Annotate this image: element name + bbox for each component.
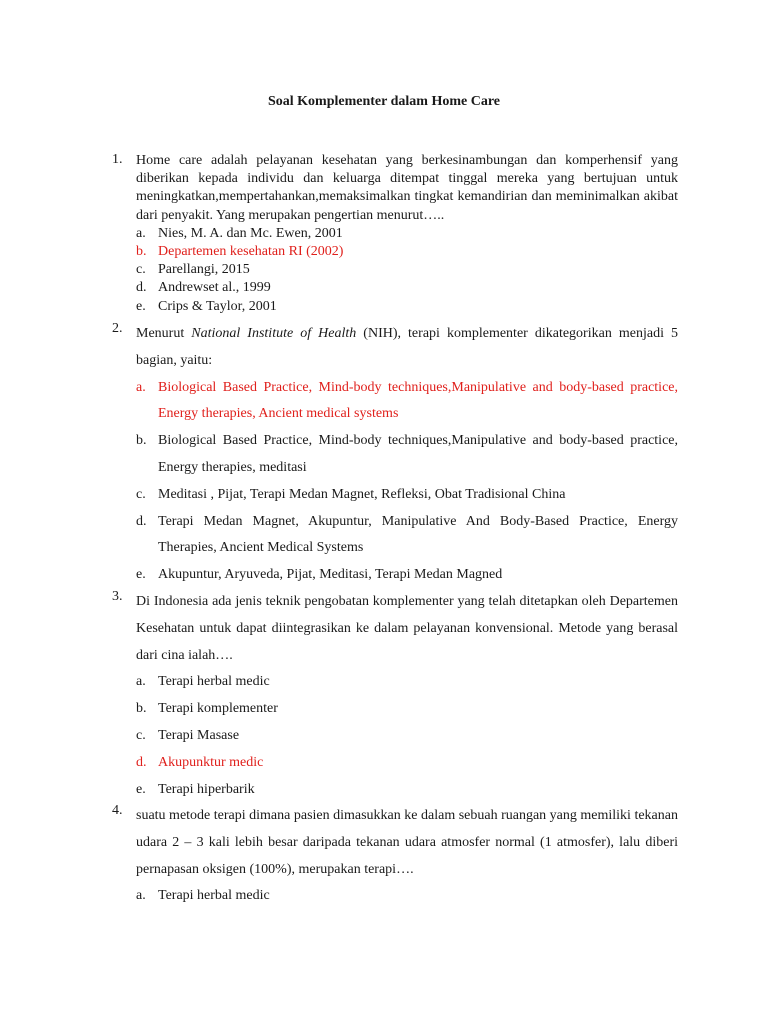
option-text: Biological Based Practice, Mind-body techniques,Manipulative and body-based practice, Energy therapies, Ancient medical systems (158, 379, 678, 422)
question-number: 1. (112, 152, 123, 167)
question-text: suatu metode terapi dimana pasien dimasukkan ke dalam sebuah ruangan yang memiliki tekanan udara 2 – 3 kali lebih besar daripada tekanan udara atmosfer normal (1 atmosfer), lalu diberi pernapasan oksigen (100%), merupakan terapi…. (136, 808, 678, 877)
option-label: b. (136, 244, 147, 260)
option-a (112, 225, 678, 243)
option-a (112, 669, 678, 696)
option-text: Crips & Taylor, 2001 (158, 298, 277, 314)
question-text: Di Indonesia ada jenis teknik pengobatan komplementer yang telah ditetapkan oleh Departemen Kesehatan untuk dapat diintegrasikan ke dalam pelayanan konvensional. Metode yang berasal dari cina ialah…. (136, 594, 678, 663)
option-text: Biological Based Practice, Mind-body techniques,Manipulative and body-based practice, Energy therapies, meditasi (158, 433, 678, 475)
option-e (112, 777, 678, 804)
option-text: Terapi Medan Magnet, Akupuntur, Manipulative And Body-Based Practice, Energy Therapies, Ancient Medical Systems (158, 513, 678, 556)
option-label: b. (136, 433, 147, 449)
option-text: Parellangi, 2015 (158, 262, 250, 278)
question-text: Home care adalah pelayanan kesehatan yang berkesinambungan dan komperhensif yang diberikan kepada individu dan keluarga ditempat tinggal mereka yang bertujuan untuk meningkatkan,mempertahankan,memaksimalkan tingkat kemandirian dan meminimalkan akibat dari penyakit. Yang merupakan pengertian menurut….. (136, 153, 678, 223)
option-text: Terapi herbal medic (158, 888, 270, 904)
option-text: Nies, M. A. dan Mc. Ewen, 2001 (158, 225, 343, 241)
option-d (112, 279, 678, 297)
option-text: Meditasi , Pijat, Terapi Medan Magnet, Refleksi, Obat Tradisional China (158, 486, 566, 502)
option-d (112, 509, 678, 563)
option-text: Akupuntur, Aryuveda, Pijat, Meditasi, Terapi Medan Magned (158, 567, 503, 583)
option-b-correct (112, 243, 678, 261)
option-text: Terapi komplementer (158, 701, 278, 717)
question-number: 4. (112, 803, 123, 818)
option-label: c. (136, 486, 146, 502)
option-a-correct (112, 375, 678, 429)
question-number: 3. (112, 589, 123, 604)
option-e (112, 298, 678, 316)
option-label: d. (136, 280, 147, 296)
option-label: e. (136, 781, 146, 797)
option-label: e. (136, 567, 146, 583)
question-text (136, 321, 678, 375)
question-4 (112, 803, 678, 910)
option-list (112, 669, 678, 803)
question-text-italic: National Institute of Health (191, 326, 357, 341)
option-label: a. (136, 888, 146, 904)
option-label: a. (136, 225, 146, 241)
option-label: b. (136, 701, 147, 717)
option-label: e. (136, 298, 146, 314)
option-label: d. (136, 513, 147, 529)
option-label: a. (136, 379, 146, 395)
option-e (112, 562, 678, 589)
option-a (112, 883, 678, 910)
option-label: a. (136, 674, 146, 690)
option-label: c. (136, 727, 146, 743)
option-list (112, 883, 678, 910)
option-text: Departemen kesehatan RI (2002) (158, 244, 344, 260)
question-text-prefix: Menurut (136, 326, 192, 341)
option-text: Terapi Masase (158, 727, 240, 743)
option-c (112, 482, 678, 509)
option-d-correct (112, 750, 678, 777)
question-2 (112, 321, 678, 589)
question-1 (112, 152, 678, 316)
option-label: d. (136, 754, 147, 770)
option-b (112, 428, 678, 482)
question-text-suffix: (NIH), terapi komplementer dikategorikan menjadi 5 bagian, yaitu: (136, 326, 678, 368)
option-list (112, 375, 678, 589)
option-text: Akupunktur medic (158, 754, 264, 770)
option-label: c. (136, 262, 146, 278)
option-text: Andrewset al., 1999 (158, 280, 271, 296)
question-number: 2. (112, 321, 123, 336)
document-title: Soal Komplementer dalam Home Care (267, 94, 500, 109)
option-c (112, 723, 678, 750)
option-list (112, 225, 678, 316)
question-3 (112, 589, 678, 803)
option-b (112, 696, 678, 723)
option-c (112, 261, 678, 279)
option-text: Terapi hiperbarik (158, 781, 255, 797)
option-text: Terapi herbal medic (158, 674, 270, 690)
